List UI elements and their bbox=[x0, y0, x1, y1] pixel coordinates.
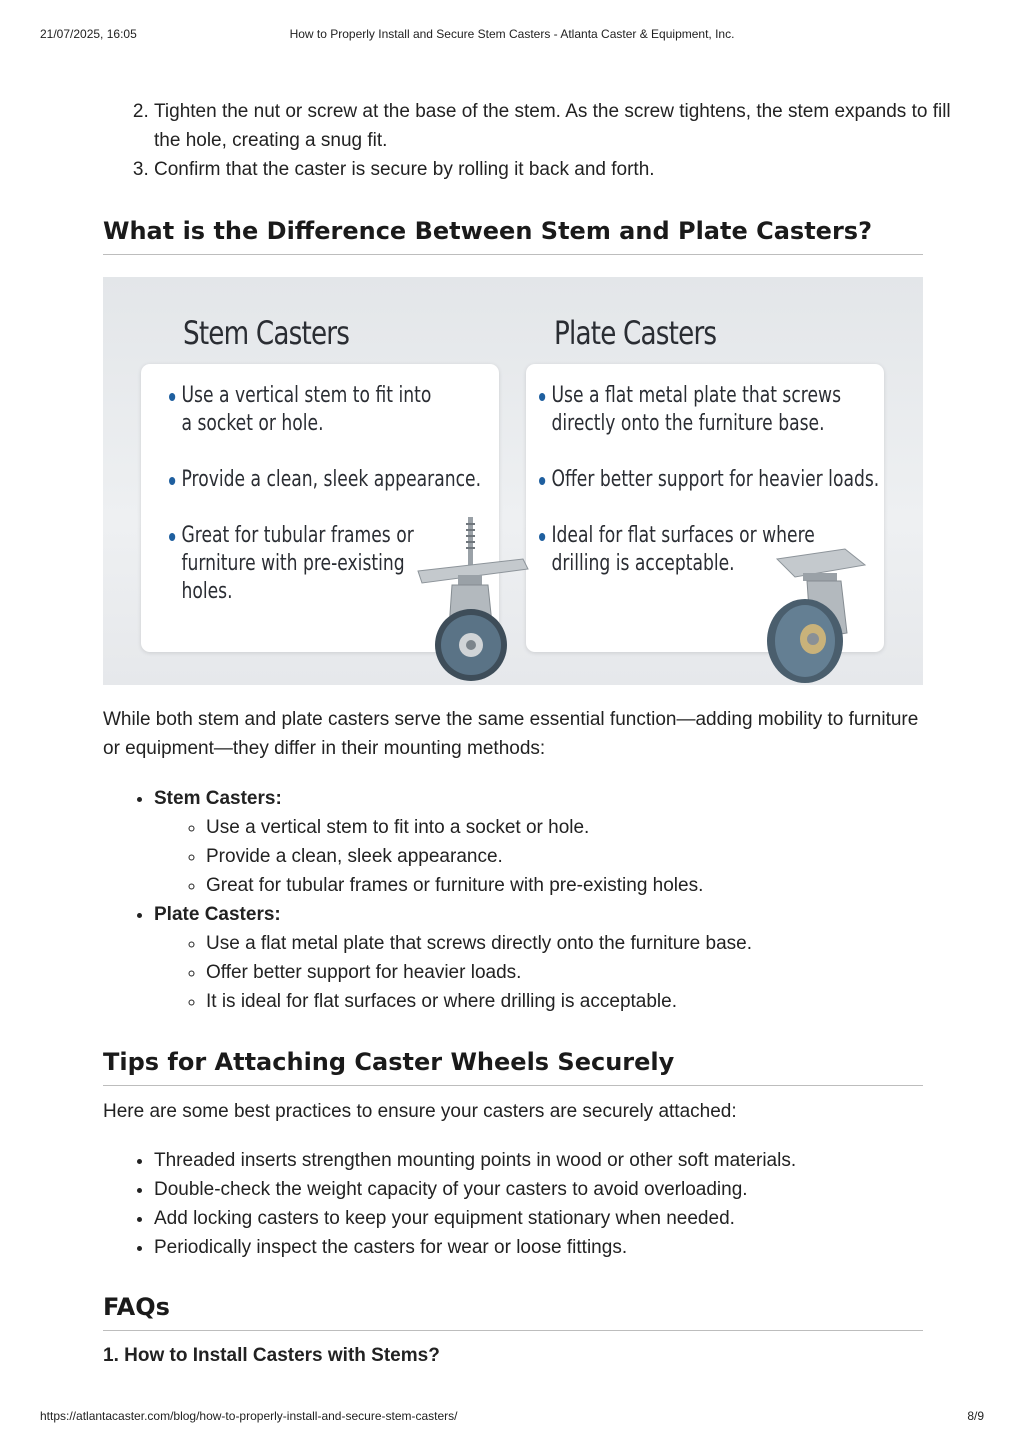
faq-question[interactable]: 1. How to Install Casters with Stems? bbox=[103, 1345, 440, 1366]
plate-caster-image bbox=[755, 547, 875, 685]
tips-list bbox=[103, 1146, 974, 1262]
infographic-bullet: Provide a clean, sleek appearance. bbox=[169, 466, 517, 494]
tip-item: • Periodically inspect the casters for wear or loose fittings. bbox=[154, 1233, 974, 1262]
section-heading-tips: Tips for Attaching Caster Wheels Securely bbox=[103, 1047, 923, 1086]
comparison-subitem: ◦ Provide a clean, sleek appearance. bbox=[206, 842, 974, 871]
comparison-subitem: ◦ Use a vertical stem to fit into a socket or hole. bbox=[206, 813, 974, 842]
tips-intro: Here are some best practices to ensure your casters are securely attached: bbox=[103, 1101, 737, 1122]
comparison-label: Stem Casters: bbox=[154, 788, 282, 809]
section-heading-difference: What is the Difference Between Stem and Plate Casters? bbox=[103, 216, 923, 255]
print-url[interactable]: https://atlantacaster.com/blog/how-to-properly-install-and-secure-stem-casters/ bbox=[40, 1409, 458, 1423]
section-heading-faqs: FAQs bbox=[103, 1292, 923, 1331]
infographic-bullet: Great for tubular frames or furniture with pre-existing holes. bbox=[169, 522, 439, 606]
comparison-sublist bbox=[154, 929, 974, 1016]
print-date: 21/07/2025, 16:05 bbox=[40, 27, 137, 41]
comparison-sublist bbox=[154, 813, 974, 900]
tip-item: • Threaded inserts strengthen mounting points in wood or other soft materials. bbox=[154, 1146, 974, 1175]
infographic-bullet: Use a flat metal plate that screws directly onto the furniture base. bbox=[539, 382, 879, 438]
step-item: 2. Tighten the nut or screw at the base of the stem. As the screw tightens, the stem expands to fill the hole, creating a snug fit. bbox=[154, 97, 974, 155]
comparison-item-stem bbox=[154, 784, 974, 900]
infographic-bullet: Offer better support for heavier loads. bbox=[539, 466, 887, 494]
infographic-stem-title: Stem Casters bbox=[183, 314, 350, 352]
page-number: 8/9 bbox=[967, 1409, 984, 1423]
comparison-list bbox=[103, 784, 974, 1016]
infographic-plate-title: Plate Casters bbox=[554, 314, 717, 352]
print-page-title: How to Properly Install and Secure Stem Casters - Atlanta Caster & Equipment, Inc. bbox=[289, 27, 735, 41]
print-header bbox=[40, 27, 984, 41]
step-item: 3. Confirm that the caster is secure by rolling it back and forth. bbox=[154, 155, 974, 184]
intro-paragraph: While both stem and plate casters serve the same essential function—adding mobility to furniture or equipment—they differ in their mounting methods: bbox=[103, 709, 919, 759]
stem-caster-image bbox=[408, 513, 533, 685]
comparison-item-plate bbox=[154, 900, 974, 1016]
comparison-subitem: ◦ Offer better support for heavier loads. bbox=[206, 958, 974, 987]
infographic-bullet: Use a vertical stem to fit into a socket or hole. bbox=[169, 382, 447, 438]
comparison-label: Plate Casters: bbox=[154, 904, 281, 925]
comparison-subitem: ◦ It is ideal for flat surfaces or where drilling is acceptable. bbox=[206, 987, 974, 1016]
stem-vs-plate-infographic bbox=[103, 277, 923, 685]
tip-item: • Add locking casters to keep your equipment stationary when needed. bbox=[154, 1204, 974, 1233]
tip-item: • Double-check the weight capacity of your casters to avoid overloading. bbox=[154, 1175, 974, 1204]
comparison-subitem: ◦ Great for tubular frames or furniture with pre-existing holes. bbox=[206, 871, 974, 900]
install-steps-list bbox=[103, 97, 974, 184]
comparison-subitem: ◦ Use a flat metal plate that screws directly onto the furniture base. bbox=[206, 929, 974, 958]
infographic-bullet: Ideal for flat surfaces or where drilling is acceptable. bbox=[539, 522, 863, 578]
print-footer bbox=[40, 1409, 984, 1423]
